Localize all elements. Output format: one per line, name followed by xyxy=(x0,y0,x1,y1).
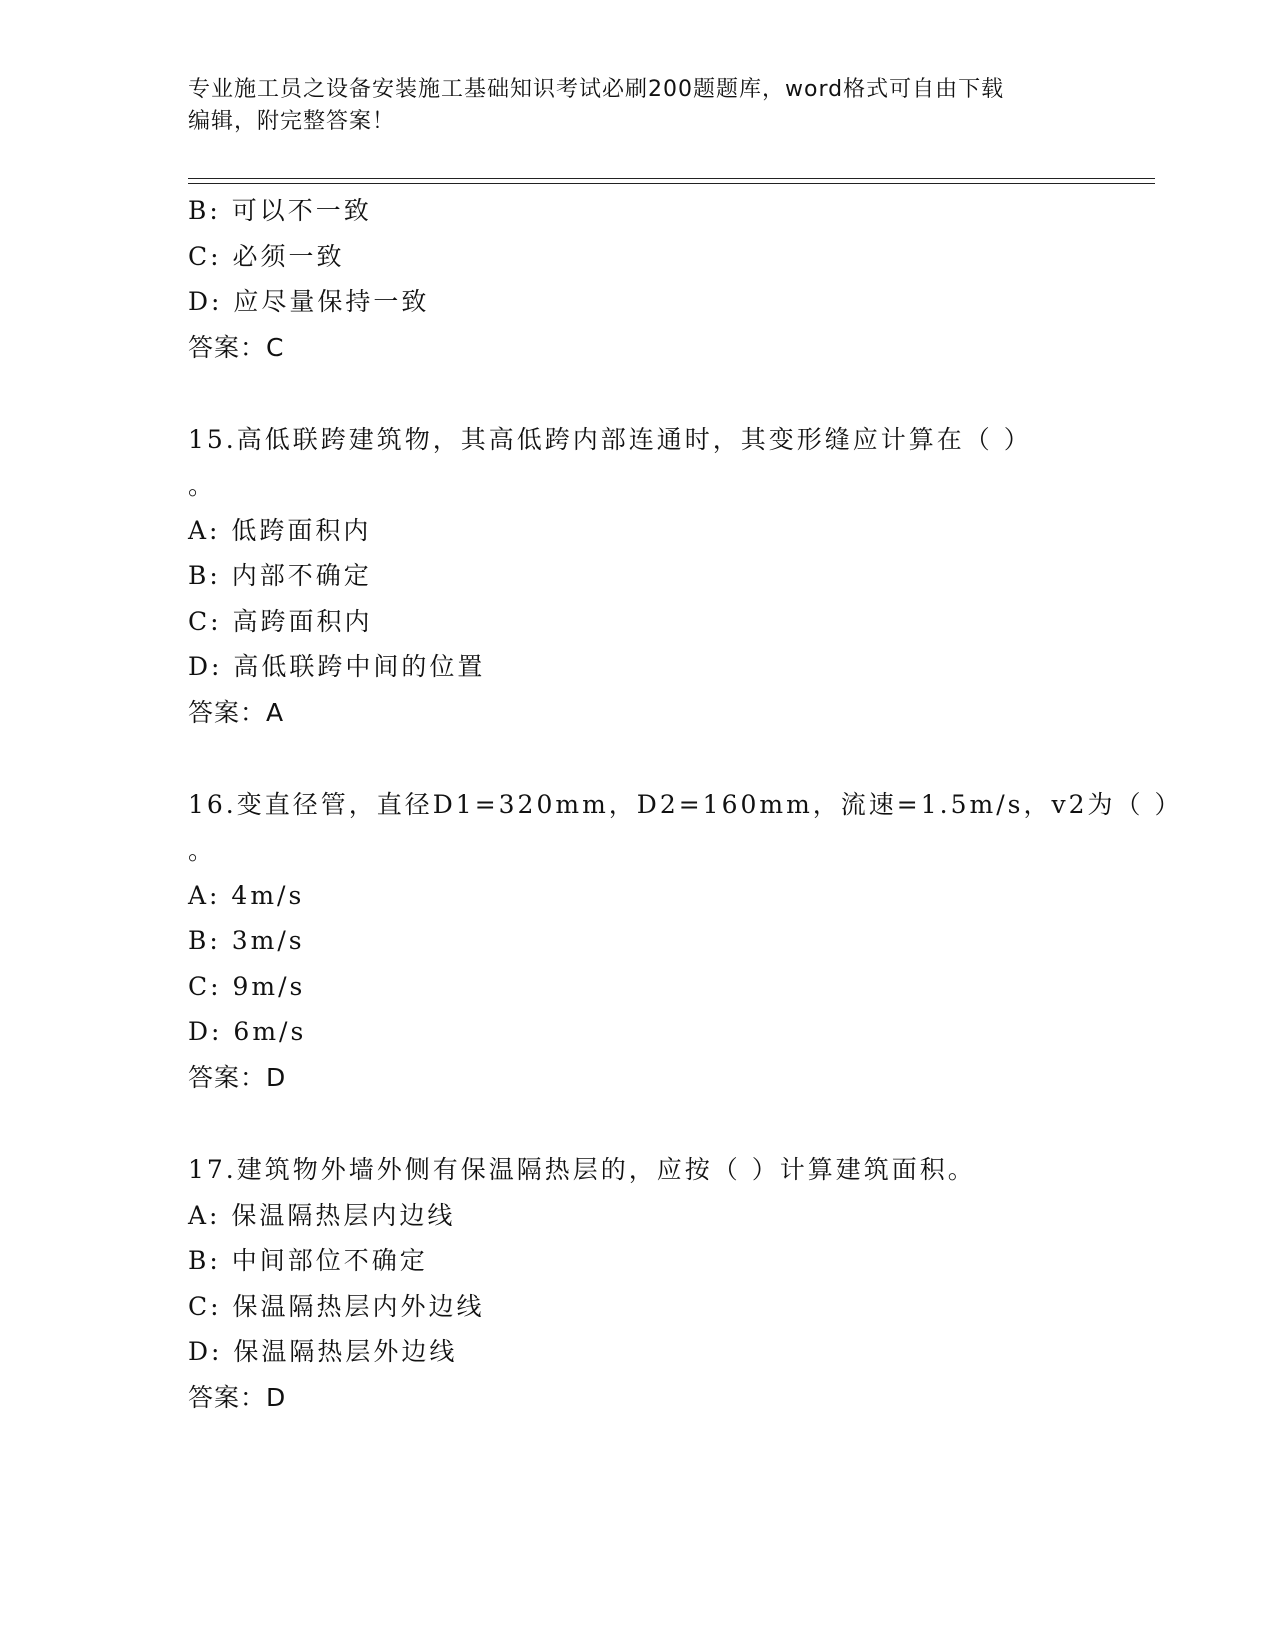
header-rule-bottom xyxy=(188,183,1155,184)
option-d: D: 应尽量保持一致 xyxy=(188,287,430,316)
answer-line: 答案：D xyxy=(188,1062,287,1092)
option-c: C: 保温隔热层内外边线 xyxy=(188,1291,485,1321)
option-c: C: 必须一致 xyxy=(188,241,345,271)
question-stem: 16.变直径管，直径D1=320mm，D2=160mm，流速=1.5m/s，v2为（ ） xyxy=(188,790,1183,819)
option-d: D: 保温隔热层外边线 xyxy=(188,1337,458,1366)
header-title-line-2: 编辑，附完整答案！ xyxy=(188,109,396,134)
question-16 xyxy=(188,782,1183,1100)
option-b: B: 3m/s xyxy=(188,926,305,955)
option-c: C: 高跨面积内 xyxy=(188,606,373,636)
question-15 xyxy=(188,417,1128,735)
spacer xyxy=(188,735,1128,782)
option-a: A: 4m/s xyxy=(188,880,305,910)
question-content xyxy=(188,188,1183,1420)
question-17 xyxy=(188,1147,1128,1420)
spacer xyxy=(188,370,1128,417)
option-b: B: 可以不一致 xyxy=(188,196,372,225)
option-a: A: 保温隔热层内边线 xyxy=(188,1200,456,1230)
option-a: A: 低跨面积内 xyxy=(188,515,372,545)
document-header xyxy=(188,74,1068,138)
answer-line: 答案：D xyxy=(188,1382,287,1412)
option-b: B: 内部不确定 xyxy=(188,561,372,590)
option-b: B: 中间部位不确定 xyxy=(188,1246,428,1275)
question-stem-continuation: 。 xyxy=(188,470,217,500)
question-stem-continuation: 。 xyxy=(188,835,217,865)
header-rule-top xyxy=(188,178,1155,179)
option-d: D: 6m/s xyxy=(188,1017,307,1046)
header-title-line-1: 专业施工员之设备安装施工基础知识考试必刷200题题库，word格式可自由下载 xyxy=(188,77,1005,102)
option-d: D: 高低联跨中间的位置 xyxy=(188,652,486,681)
question-stem: 17.建筑物外墙外侧有保温隔热层的，应按（ ）计算建筑面积。 xyxy=(188,1155,976,1184)
question-stem: 15.高低联跨建筑物，其高低跨内部连通时，其变形缝应计算在（ ） xyxy=(188,425,1032,454)
prev-question-block xyxy=(188,188,1128,370)
spacer xyxy=(188,1100,1128,1147)
answer-line: 答案：C xyxy=(188,332,285,362)
option-c: C: 9m/s xyxy=(188,971,306,1001)
answer-line: 答案：A xyxy=(188,697,285,727)
